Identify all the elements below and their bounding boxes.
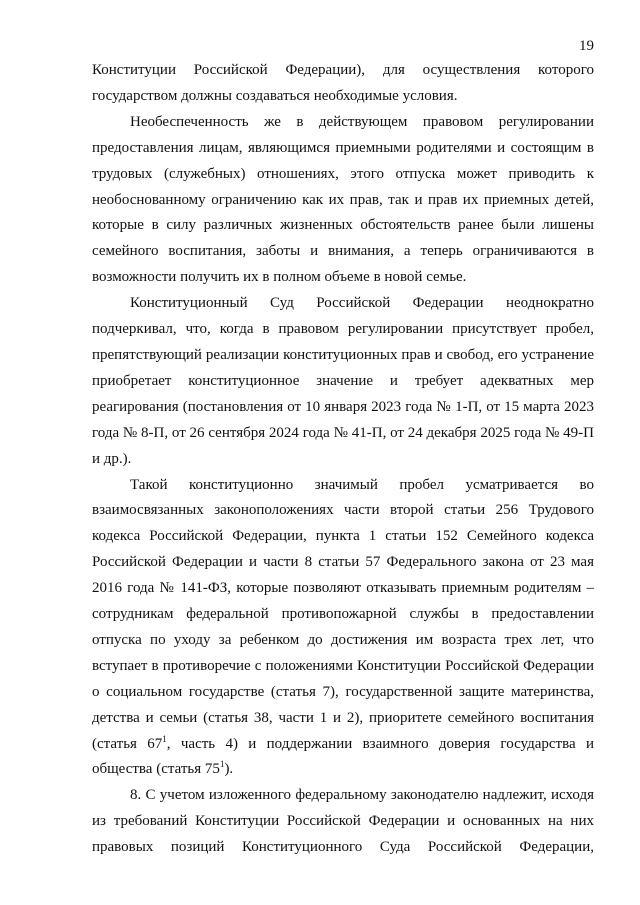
paragraph-text: ). <box>224 761 234 778</box>
paragraph <box>92 291 594 472</box>
superscript: 1 <box>162 733 167 744</box>
superscript: 1 <box>219 759 225 770</box>
page-number: 19 <box>579 38 594 54</box>
paragraph-text: Конституции Российской Федерации), для осуществления которого государством должны создаваться необходимые условия. <box>92 62 594 104</box>
paragraph-text: 8. С учетом изложенного федеральному законодателю надлежит, исходя из требований Конституции Российской Федерации и основанных на них правовых позиций Конституционного Суда Российской Федерации, <box>92 787 594 856</box>
paragraph-continuation <box>92 58 594 110</box>
paragraph-text: Такой конституционно значимый пробел усматривается во взаимосвязанных законоположениях части второй статьи 256 Трудового кодекса Российской Федерации, пункта 1 статьи 152 Семейного кодекса Российской Федерации и части 8 статьи 57 Федерального закона от 23 мая 2016 года № 141-ФЗ, которые позволяют отказывать приемным родителям – сотрудникам федеральной противопожарной службы в предоставлении отпуска по уходу за ребенком до достижения им возраста трех лет, что вступает в противоречие с положениями Конституции Российской Федерации о социальном государстве (статья 7), государственной защите материнства, детства и семьи (статья 38, части 1 и 2), приоритете семейного воспитания (статья 67 <box>92 476 594 752</box>
paragraph-text: Необеспеченность же в действующем правовом регулировании предоставления лицам, являющимся приемными родителями и состоящим в трудовых (служебных) отношениях, этого отпуска может приводить к необоснованному ограничению как их прав, так и прав их приемных детей, которые в силу различных жизненных обстоятельств ранее были лишены семейного воспитания, заботы и внимания, а теперь ограничиваются в возможности получить их в полном объеме в новой семье. <box>92 113 594 286</box>
paragraph <box>92 110 594 291</box>
document-body <box>92 58 594 861</box>
paragraph-text: Конституционный Суд Российской Федерации неоднократно подчеркивал, что, когда в правовом регулировании присутствует пробел, препятствующий реализации конституционных прав и свобод, его устранение приобретает конституционное значение и требует адекватных мер реагирования (постановления от 10 января 2023 года № 1-П, от 15 марта 2023 года № 8-П, от 26 сентября 2024 года № 41-П, от 24 декабря 2025 года № 49-П и др.). <box>92 295 594 467</box>
paragraph <box>92 783 594 861</box>
paragraph-text: , часть 4) и поддержании взаимного доверия государства и общества (статья 75 <box>92 735 594 778</box>
paragraph <box>92 473 594 784</box>
